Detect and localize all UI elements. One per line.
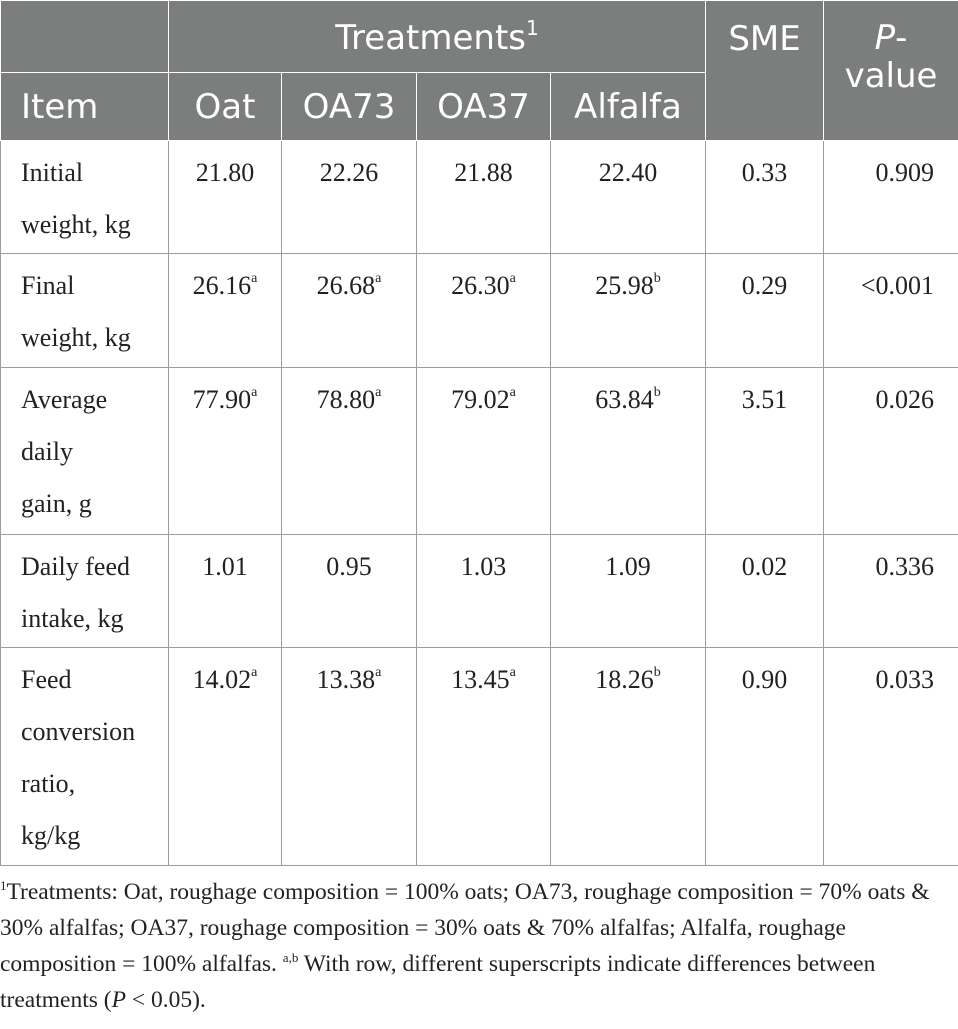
footnote-text-3: < 0.05). [125,987,206,1013]
cell-value: 25.98 [595,271,654,300]
p-label-line2: value [844,56,938,96]
footnote-text-1: Treatments: Oat, roughage composition = 100% oats; OA73, roughage composition = 70% oats & 30% alfalfas; OA37, roughage composition = 30% oats & 70% alfalfas; Alfalfa, roughage composition = 100% alfalfas. [0,879,930,977]
row-label-line: conversion [21,717,136,746]
row-label [1,141,169,254]
table-row [1,254,958,368]
cell-value: 22.40 [598,158,658,187]
value-cell [551,648,706,866]
footnote-p-italic: P [111,987,126,1013]
row-label-line: intake, kg [21,604,124,633]
cell-value: 63.84 [595,385,654,414]
cell-superscript: a [509,665,516,680]
cell-value: 21.88 [454,158,513,187]
sme-cell [706,141,824,254]
p-value: <0.001 [860,271,935,300]
value-cell [282,141,417,254]
p-value: 0.336 [875,552,935,581]
cell-value: 1.03 [460,552,507,581]
row-label-line: daily [21,437,73,466]
row-label-line: weight, kg [21,323,131,352]
value-cell [282,535,417,648]
cell-superscript: b [653,665,661,680]
sme-header [706,1,824,141]
cell-superscript: a [251,385,258,400]
row-label [1,254,169,368]
p-value-header [824,1,958,141]
cell-value: 1.01 [202,552,248,581]
treatments-header [169,1,706,73]
value-cell [551,368,706,535]
sme-cell [706,648,824,866]
value-cell [551,254,706,368]
header-corner-cell [1,1,169,73]
value-cell [282,648,417,866]
item-header [1,73,169,141]
row-label-line: gain, g [21,489,92,518]
value-cell [169,254,282,368]
treatment-header-oa73 [282,73,417,141]
treatments-label: Treatments [335,17,526,58]
cell-value: 78.80 [316,385,376,414]
table-footnote [0,874,958,1018]
p-value-cell [824,648,958,866]
row-label [1,535,169,648]
cell-value: 77.90 [192,385,252,414]
table-header [1,1,958,141]
cell-superscript: a [509,271,516,286]
cell-superscript: a [509,385,516,400]
row-label-line: Daily feed [21,552,131,581]
sme-cell [706,254,824,368]
value-cell [551,141,706,254]
row-label-line: Final [21,271,75,300]
footnote-text-2: With row, different superscripts indicate differences between treatments ( [0,951,876,1013]
row-label-line: Initial [21,158,84,187]
value-cell [551,535,706,648]
value-cell [417,648,551,866]
p-value-cell [824,368,958,535]
p-label: P [874,18,896,58]
sme-cell [706,535,824,648]
p-value: 0.033 [875,665,935,694]
value-cell [169,648,282,866]
value-cell [417,254,551,368]
cell-value: 79.02 [451,385,510,414]
row-label [1,648,169,866]
table-row [1,535,958,648]
row-label-line: Average [21,385,108,414]
cell-superscript: a [375,385,382,400]
row-label-line: ratio, [21,769,76,798]
treatment-name: Alfalfa [574,86,682,127]
value-cell [417,535,551,648]
footnote-marker-ab: a,b [282,950,299,965]
cell-superscript: a [251,271,258,286]
cell-value: 26.68 [316,271,376,300]
cell-value: 13.38 [316,665,376,694]
table-body [1,141,958,866]
cell-superscript: a [375,271,382,286]
cell-value: 26.16 [192,271,252,300]
cell-value: 0.95 [326,552,372,581]
cell-superscript: b [653,385,661,400]
sme-label: SME [728,19,801,59]
sme-value: 3.51 [741,385,788,414]
cell-value: 14.02 [192,665,252,694]
cell-superscript: a [251,665,258,680]
value-cell [169,141,282,254]
p-value-cell [824,254,958,368]
treatments-footnote-marker: 1 [526,15,539,40]
treatment-header-alfalfa [551,73,706,141]
row-label-line: Feed [21,665,72,694]
p-value: 0.909 [875,158,935,187]
table-row [1,141,958,254]
value-cell [417,368,551,535]
cell-superscript: b [653,271,661,286]
p-value-cell [824,535,958,648]
cell-value: 21.80 [195,158,255,187]
footnote-marker-1: 1 [0,878,7,893]
cell-value: 18.26 [595,665,654,694]
table-row [1,648,958,866]
sme-value: 0.29 [741,271,788,300]
p-value-cell [824,141,958,254]
row-label [1,368,169,535]
cell-value: 13.45 [451,665,510,694]
table-row [1,368,958,535]
sme-value: 0.90 [741,665,788,694]
item-label: Item [21,86,99,127]
cell-value: 1.09 [605,552,651,581]
sme-value: 0.33 [741,158,788,187]
value-cell [282,368,417,535]
treatment-name: OA37 [437,86,530,127]
sme-cell [706,368,824,535]
p-value: 0.026 [875,385,935,414]
value-cell [169,368,282,535]
value-cell [282,254,417,368]
treatment-header-oa37 [417,73,551,141]
value-cell [417,141,551,254]
cell-value: 22.26 [319,158,379,187]
sme-value: 0.02 [741,552,788,581]
p-label-dash: - [895,18,908,58]
row-label-line: weight, kg [21,210,131,239]
cell-superscript: a [375,665,382,680]
treatment-name: OA73 [302,86,396,127]
value-cell [169,535,282,648]
treatment-name: Oat [194,86,256,127]
cell-value: 26.30 [451,271,510,300]
row-label-line: kg/kg [21,821,81,850]
treatment-header-oat [169,73,282,141]
